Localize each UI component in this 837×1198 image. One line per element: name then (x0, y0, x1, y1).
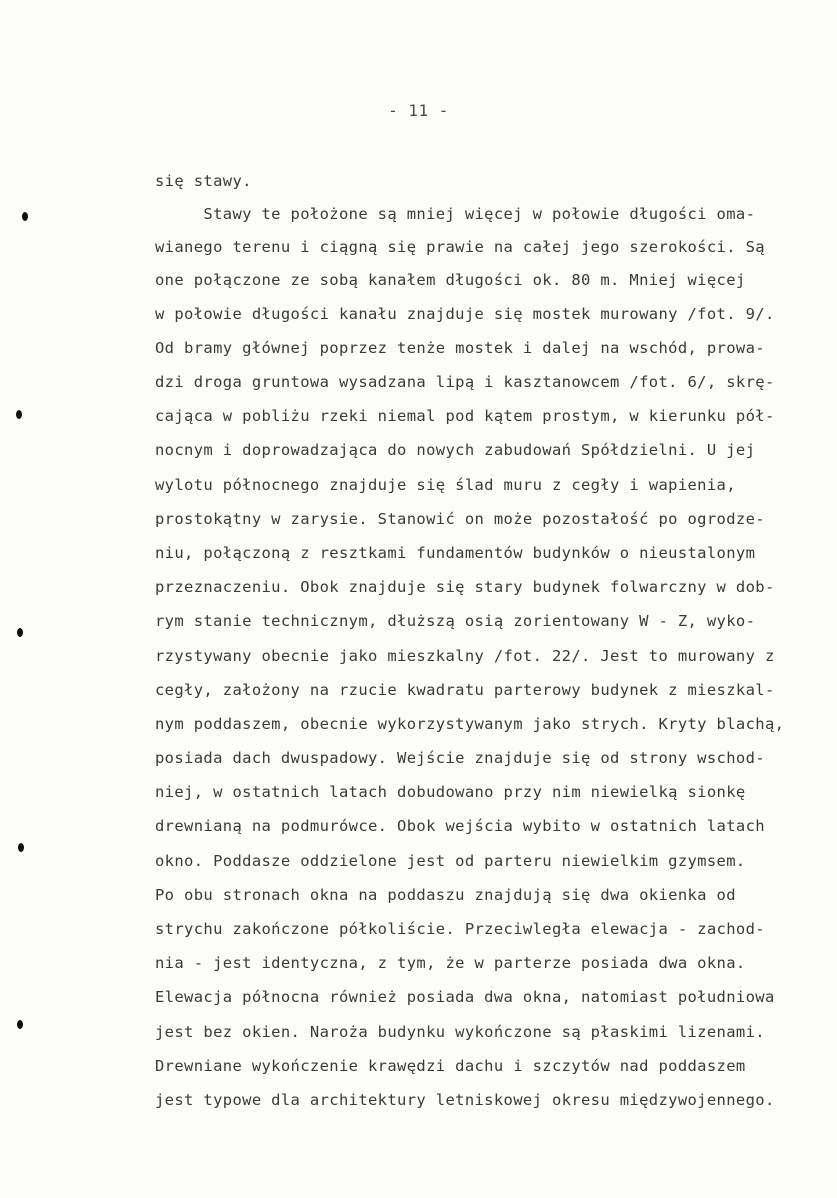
text-line: dzi droga gruntowa wysadzana lipą i kasztanowcem /fot. 6/, skrę- (155, 373, 775, 391)
text-line: jest typowe dla architektury letniskowej okresu międzywojennego. (155, 1091, 775, 1109)
text-line: przeznaczeniu. Obok znajduje się stary budynek folwarczny w dob- (155, 578, 775, 596)
text-line: niu, połączoną z resztkami fundamentów budynków o nieustalonym (155, 544, 756, 562)
text-line: nia - jest identyczna, z tym, że w parterze posiada dwa okna. (155, 954, 746, 972)
text-line: wianego terenu i ciągną się prawie na całej jego szerokości. Są (155, 238, 765, 256)
text-line: Stawy te położone są mniej więcej w połowie długości oma- (155, 205, 756, 223)
text-line: rym stanie technicznym, dłuższą osią zorientowany W - Z, wyko- (155, 612, 756, 630)
text-line: się stawy. (155, 172, 252, 190)
text-line: jest bez okien. Naroża budynku wykończone są płaskimi lizenami. (155, 1023, 765, 1041)
punch-hole-2 (16, 410, 22, 419)
text-line: Od bramy głównej poprzez tenże mostek i dalej na wschód, prowa- (155, 339, 765, 357)
text-line: posiada dach dwuspadowy. Wejście znajduje się od strony wschod- (155, 749, 765, 767)
text-line: cegły, założony na rzucie kwadratu parterowy budynek z mieszkal- (155, 681, 775, 699)
text-line: drewnianą na podmurówce. Obok wejścia wybito w ostatnich latach (155, 817, 765, 835)
text-line: prostokątny w zarysie. Stanowić on może pozostałość po ogrodze- (155, 510, 765, 528)
text-line: Po obu stronach okna na poddaszu znajdują się dwa okienka od (155, 886, 736, 904)
text-line: one połączone ze sobą kanałem długości ok. 80 m. Mniej więcej (155, 271, 746, 289)
text-line: w połowie długości kanału znajduje się mostek murowany /fot. 9/. (155, 305, 775, 323)
text-line: nocnym i doprowadzająca do nowych zabudowań Spółdzielni. U jej (155, 441, 756, 459)
punch-hole-5 (17, 1020, 23, 1029)
punch-hole-3 (17, 628, 23, 637)
text-line: nym poddaszem, obecnie wykorzystywanym jako strych. Kryty blachą, (155, 715, 785, 733)
text-line: cająca w pobliżu rzeki niemal pod kątem prostym, w kierunku pół- (155, 407, 775, 425)
text-line: Elewacja północna również posiada dwa okna, natomiast południowa (155, 988, 775, 1006)
text-line: strychu zakończone półkoliście. Przeciwległa elewacja - zachod- (155, 920, 765, 938)
page-number: - 11 - (388, 101, 449, 120)
text-line: rzystywany obecnie jako mieszkalny /fot. 22/. Jest to murowany z (155, 647, 775, 665)
text-line: wylotu północnego znajduje się ślad muru z cegły i wapienia, (155, 476, 736, 494)
punch-hole-4 (18, 843, 24, 852)
text-line: Drewniane wykończenie krawędzi dachu i szczytów nad poddaszem (155, 1057, 746, 1075)
text-line: niej, w ostatnich latach dobudowano przy nim niewielką sionkę (155, 783, 746, 801)
text-line: okno. Poddasze oddzielone jest od parteru niewielkim gzymsem. (155, 852, 746, 870)
punch-hole-1 (22, 212, 28, 221)
